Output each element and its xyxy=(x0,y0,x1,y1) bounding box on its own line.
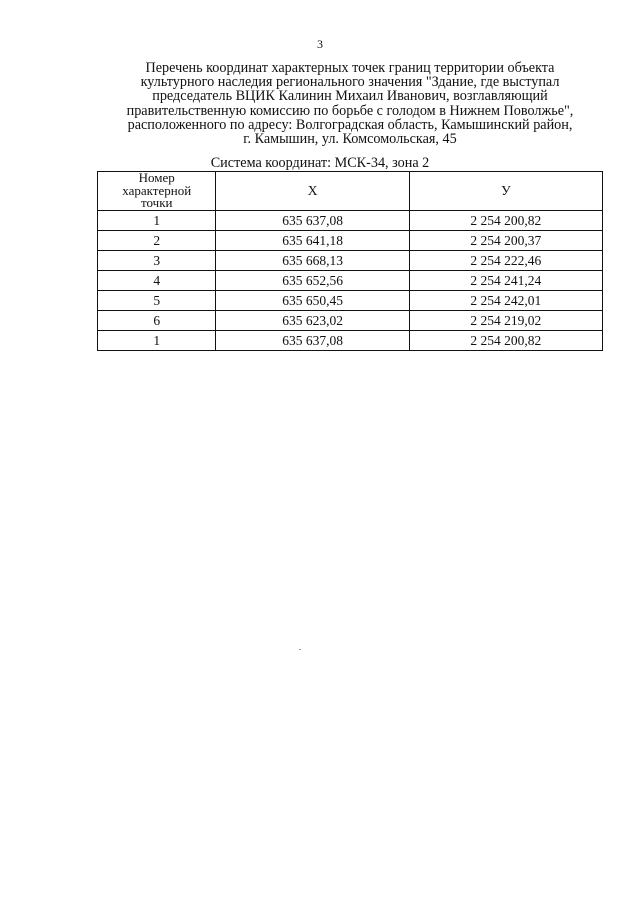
cell-point: 3 xyxy=(98,251,216,271)
cell-y: 2 254 200,37 xyxy=(409,231,602,251)
table-row xyxy=(98,311,603,331)
header-y: У xyxy=(409,172,602,211)
page-number: 3 xyxy=(317,37,323,51)
coordinate-system-caption: Система координат: МСК-34, зона 2 xyxy=(210,155,430,171)
cell-x: 635 652,56 xyxy=(216,271,409,291)
cell-x: 635 623,02 xyxy=(216,311,409,331)
cell-point: 5 xyxy=(98,291,216,311)
title-line: г. Камышин, ул. Комсомольская, 45 xyxy=(243,131,457,148)
header-point-number xyxy=(98,172,216,211)
cell-y: 2 254 200,82 xyxy=(409,331,602,351)
title-line: Перечень координат характерных точек границ территории объекта xyxy=(145,60,555,76)
table-row xyxy=(98,331,603,351)
header-point-number-line: характерной xyxy=(122,182,192,198)
cell-x: 635 650,45 xyxy=(216,291,409,311)
header-x: Х xyxy=(216,172,409,211)
document-title xyxy=(100,61,600,146)
table-row xyxy=(98,251,603,271)
cell-y: 2 254 241,24 xyxy=(409,271,602,291)
title-line: председатель ВЦИК Калинин Михаил Иванович, возглавляющий xyxy=(152,88,548,105)
cell-point: 1 xyxy=(98,211,216,231)
cell-x: 635 637,08 xyxy=(216,211,409,231)
cell-x: 635 668,13 xyxy=(216,251,409,271)
coordinates-table xyxy=(97,171,603,351)
title-line: правительственную комиссию по борьбе с голодом в Нижнем Поволжье", xyxy=(126,102,574,119)
cell-point: 2 xyxy=(98,231,216,251)
table-row xyxy=(98,211,603,231)
cell-y: 2 254 222,46 xyxy=(409,251,602,271)
scan-speck xyxy=(299,649,301,650)
table-row xyxy=(98,291,603,311)
header-point-number-line: Номер xyxy=(138,170,175,186)
table-row xyxy=(98,271,603,291)
title-line: расположенного по адресу: Волгоградская область, Камышинский район, xyxy=(127,116,573,133)
header-point-number-line: точки xyxy=(140,195,173,211)
cell-x: 635 641,18 xyxy=(216,231,409,251)
cell-y: 2 254 219,02 xyxy=(409,311,602,331)
table-row xyxy=(98,231,603,251)
cell-y: 2 254 242,01 xyxy=(409,291,602,311)
cell-x: 635 637,08 xyxy=(216,331,409,351)
cell-point: 1 xyxy=(98,331,216,351)
cell-point: 6 xyxy=(98,311,216,331)
cell-y: 2 254 200,82 xyxy=(409,211,602,231)
table-header-row xyxy=(98,172,603,211)
title-line: культурного наследия регионального значения "Здание, где выступал xyxy=(140,74,560,91)
cell-point: 4 xyxy=(98,271,216,291)
